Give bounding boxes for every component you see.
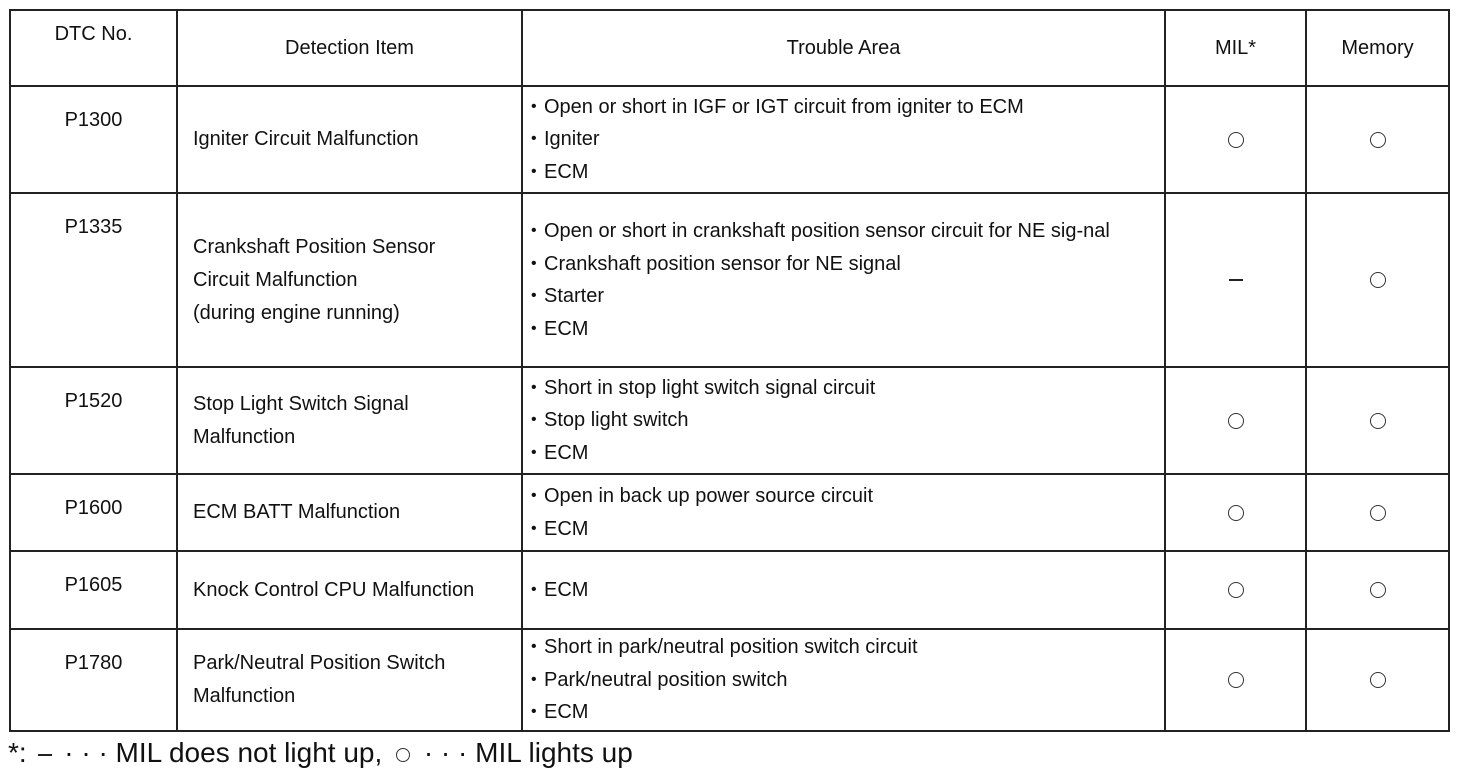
- table-row: [10, 629, 1449, 731]
- table-row: [10, 551, 1449, 629]
- mil-cell: [1165, 367, 1306, 474]
- trouble-area-item: • Short in park/neutral position switch circuit: [531, 631, 1164, 664]
- dtc-number-cell: P1300: [10, 86, 177, 193]
- dtc-number-cell: P1335: [10, 193, 177, 367]
- trouble-area-list: [531, 215, 1164, 345]
- trouble-area-item: • Short in stop light switch signal circuit: [531, 372, 1164, 405]
- trouble-area-item: • ECM: [531, 696, 1164, 729]
- detection-item-line: Malfunction: [193, 685, 296, 707]
- trouble-area-cell: [522, 474, 1165, 551]
- circle-icon: [1228, 672, 1244, 688]
- circle-symbol-icon: [396, 748, 410, 762]
- trouble-area-cell: [522, 629, 1165, 731]
- footnote-dash-text: · · · MIL does not light up,: [64, 737, 383, 768]
- table-row: [10, 474, 1449, 551]
- circle-icon: [1228, 505, 1244, 521]
- memory-cell: [1306, 474, 1449, 551]
- table-row: [10, 86, 1449, 193]
- dtc-number-cell: P1520: [10, 367, 177, 474]
- mil-cell: [1165, 551, 1306, 629]
- trouble-area-item: • Stop light switch: [531, 404, 1164, 437]
- header-row: [10, 10, 1449, 86]
- dtc-table: [9, 9, 1450, 732]
- circle-icon: [1370, 505, 1386, 521]
- trouble-area-list: [531, 480, 1164, 545]
- memory-cell: [1306, 86, 1449, 193]
- circle-icon: [1370, 272, 1386, 288]
- trouble-area-item: • ECM: [531, 437, 1164, 470]
- header-mil: MIL*: [1165, 10, 1306, 86]
- dtc-number-cell: P1605: [10, 551, 177, 629]
- detection-item-cell: [177, 367, 522, 474]
- header-trouble-area: Trouble Area: [522, 10, 1165, 86]
- detection-item-cell: [177, 86, 522, 193]
- detection-item-line: (during engine running): [193, 301, 400, 324]
- detection-item-cell: [177, 474, 522, 551]
- trouble-area-item: • ECM: [531, 513, 1164, 546]
- mil-cell: [1165, 474, 1306, 551]
- trouble-area-item: • Starter: [531, 280, 1164, 313]
- detection-item-cell: [177, 193, 522, 367]
- table-row: [10, 193, 1449, 367]
- circle-icon: [1370, 672, 1386, 688]
- dtc-number-cell: P1600: [10, 474, 177, 551]
- detection-item-line: Knock Control CPU Malfunction: [193, 578, 475, 601]
- header-detection-item: Detection Item: [177, 10, 522, 86]
- dash-symbol-icon: [38, 754, 52, 756]
- memory-cell: [1306, 367, 1449, 474]
- detection-item-line: Malfunction: [193, 425, 296, 448]
- mil-cell: [1165, 193, 1306, 367]
- trouble-area-item: • Open in back up power source circuit: [531, 480, 1164, 513]
- trouble-area-item: • ECM: [531, 574, 1164, 607]
- detection-item-line: Circuit Malfunction: [193, 268, 358, 291]
- trouble-area-item: • ECM: [531, 156, 1164, 189]
- detection-item-cell: [177, 629, 522, 731]
- detection-item-line: Park/Neutral Position Switch: [193, 652, 446, 674]
- header-dtc-no: DTC No.: [10, 10, 177, 86]
- mil-cell: [1165, 629, 1306, 731]
- detection-item-cell: [177, 551, 522, 629]
- detection-item-line: ECM BATT Malfunction: [193, 501, 401, 523]
- mil-cell: [1165, 86, 1306, 193]
- trouble-area-item: • Open or short in IGF or IGT circuit from igniter to ECM: [531, 91, 1164, 124]
- memory-cell: [1306, 629, 1449, 731]
- memory-cell: [1306, 193, 1449, 367]
- table-row: [10, 367, 1449, 474]
- circle-icon: [1228, 132, 1244, 148]
- trouble-area-cell: [522, 551, 1165, 629]
- trouble-area-item: • Open or short in crankshaft position sensor circuit for NE sig-nal: [531, 215, 1164, 248]
- trouble-area-item: • Igniter: [531, 123, 1164, 156]
- dtc-number-cell: P1780: [10, 629, 177, 731]
- trouble-area-item: • Park/neutral position switch: [531, 664, 1164, 697]
- trouble-area-list: [531, 631, 1164, 729]
- table-body: [10, 86, 1449, 731]
- header-memory: Memory: [1306, 10, 1449, 86]
- trouble-area-list: [531, 91, 1164, 189]
- detection-item-line: Crankshaft Position Sensor: [193, 235, 436, 258]
- circle-icon: [1370, 132, 1386, 148]
- trouble-area-cell: [522, 86, 1165, 193]
- memory-cell: [1306, 551, 1449, 629]
- trouble-area-item: • ECM: [531, 313, 1164, 346]
- footnote-circle-text: · · · MIL lights up: [423, 737, 633, 768]
- trouble-area-cell: [522, 193, 1165, 367]
- circle-icon: [1228, 413, 1244, 429]
- trouble-area-item: • Crankshaft position sensor for NE signal: [531, 248, 1164, 281]
- detection-item-line: Stop Light Switch Signal: [193, 392, 409, 415]
- circle-icon: [1370, 582, 1386, 598]
- footnote: [8, 737, 633, 769]
- trouble-area-cell: [522, 367, 1165, 474]
- dash-icon: [1229, 279, 1243, 281]
- trouble-area-list: [531, 574, 1164, 607]
- trouble-area-list: [531, 372, 1164, 470]
- detection-item-line: Igniter Circuit Malfunction: [193, 128, 419, 150]
- circle-icon: [1228, 582, 1244, 598]
- footnote-prefix: *:: [8, 737, 27, 768]
- circle-icon: [1370, 413, 1386, 429]
